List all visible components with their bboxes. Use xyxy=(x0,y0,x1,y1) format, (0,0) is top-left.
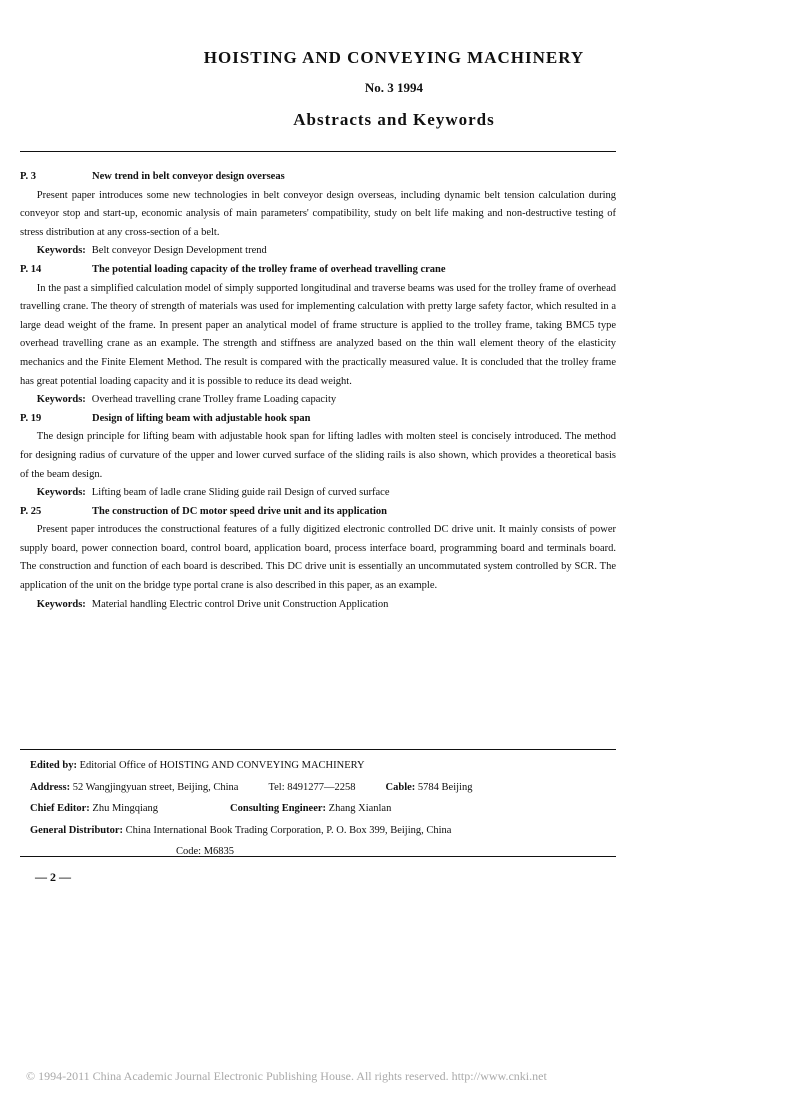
article-abstract: The design principle for lifting beam with adjustable hook span for lifting ladles with molten steel is concisely introduced. The method for designing radius of curvature of the upper and lower curved surface of the sliding rails is also shown, which provides a theoretical basis of the beam design. xyxy=(20,431,616,480)
keywords-text: Lifting beam of ladle crane Sliding guide rail Design of curved surface xyxy=(91,487,390,499)
cable-value: 5784 Beijing xyxy=(417,781,473,793)
article-abstract: In the past a simplified calculation model of simply supported longitudinal and traverse beams was used for the trolley frame of overhead travelling crane. The theory of strength of materials was used for implementing calculation with pretty large safety factor, which resulted in a large dead weight of the frame. In present paper an analytical model of frame structure is applied to the trolley frame, taking BMC5 type overhead travelling crane as an example. The strength and stiffness are analyzed based on the thin wall element theory of the elasticity mechanics and the Finite Element Method. The result is compared with the practically measured value. It is concluded that the trolley frame has great potential loading capacity and it is possible to reduce its dead weight. xyxy=(20,282,616,387)
article-abstract: Present paper introduces some new technologies in belt conveyor design overseas, including dynamic belt tension calculation during conveyor stop and start-up, economic analysis of main parameters' compatibility, study on belt life making and non-destructive testing of stress distribution at any cross-section of a belt. xyxy=(20,189,616,238)
consulting-engineer-value: Zhang Xianlan xyxy=(328,803,392,814)
cable-label: Cable: xyxy=(385,781,416,793)
article-heading xyxy=(20,503,616,522)
article-item xyxy=(20,168,616,261)
distributor-label: General Distributor: xyxy=(30,824,124,836)
article-page: P. 25 xyxy=(20,505,42,517)
distributor-row xyxy=(30,820,616,842)
section-title: Abstracts and Keywords xyxy=(293,110,495,129)
article-keywords xyxy=(20,484,616,503)
chief-editor-label: Chief Editor: xyxy=(30,803,90,814)
publisher-info xyxy=(30,755,616,863)
edited-by-label: Edited by: xyxy=(30,760,77,771)
keywords-text: Overhead travelling crane Trolley frame Loading capacity xyxy=(91,394,337,406)
keywords-label: Keywords: xyxy=(36,598,86,610)
article-item xyxy=(20,503,616,615)
keywords-label: Keywords: xyxy=(36,487,86,499)
article-item xyxy=(20,261,616,410)
edited-by-value: Editorial Office of HOISTING AND CONVEYING MACHINERY xyxy=(79,760,365,771)
article-keywords xyxy=(20,242,616,261)
consulting-engineer-label: Consulting Engineer: xyxy=(230,803,327,814)
edited-by-row xyxy=(30,755,616,777)
article-item xyxy=(20,410,616,503)
telephone: Tel: 8491277—2258 xyxy=(268,781,356,793)
article-heading xyxy=(20,410,616,429)
article-title: The construction of DC motor speed drive unit and its application xyxy=(92,505,387,517)
footer-bottom-divider xyxy=(20,856,616,857)
address-value: 52 Wangjingyuan street, Beijing, China xyxy=(72,781,239,793)
article-keywords xyxy=(20,391,616,410)
code-row xyxy=(30,841,616,863)
top-divider xyxy=(20,151,616,152)
article-title: Design of lifting beam with adjustable hook span xyxy=(92,412,311,424)
abstracts-list xyxy=(20,168,616,614)
distributor-value: China International Book Trading Corporation, P. O. Box 399, Beijing, China xyxy=(125,824,452,836)
article-page: P. 19 xyxy=(20,412,42,424)
distributor-code: Code: M6835 xyxy=(176,846,235,857)
article-heading xyxy=(20,168,616,187)
article-page: P. 3 xyxy=(20,171,36,182)
article-heading xyxy=(20,261,616,280)
article-abstract: Present paper introduces the constructional features of a fully digitized electronic controlled DC drive unit. It mainly consists of power supply board, power connection board, control board, application board, process interface board, programming board and terminals board. The construction and function of each board is described. This DC drive unit is essentially an uncommutated system controlled by SCR. The application of the unit on the bridge type portal crane is also described in this paper, as an example. xyxy=(20,524,616,592)
page-number: — 2 — xyxy=(35,870,71,884)
footer-top-divider xyxy=(20,749,616,750)
journal-title: HOISTING AND CONVEYING MACHINERY xyxy=(203,48,585,67)
keywords-label: Keywords: xyxy=(36,394,86,406)
keywords-label: Keywords: xyxy=(36,245,86,257)
article-title: The potential loading capacity of the trolley frame of overhead travelling crane xyxy=(92,263,446,275)
article-page: P. 14 xyxy=(20,263,42,275)
copyright-notice: © 1994-2011 China Academic Journal Electronic Publishing House. All rights reserved. http://www.cnki.net xyxy=(26,1069,547,1083)
article-keywords xyxy=(20,596,616,615)
issue-number: No. 3 1994 xyxy=(364,80,424,95)
editor-row xyxy=(30,798,616,820)
keywords-text: Belt conveyor Design Development trend xyxy=(91,245,267,257)
article-title: New trend in belt conveyor design overseas xyxy=(92,171,285,182)
chief-editor-value: Zhu Mingqiang xyxy=(92,803,159,814)
keywords-text: Material handling Electric control Drive unit Construction Application xyxy=(91,598,389,610)
address-label: Address: xyxy=(30,781,71,793)
address-row xyxy=(30,777,616,799)
